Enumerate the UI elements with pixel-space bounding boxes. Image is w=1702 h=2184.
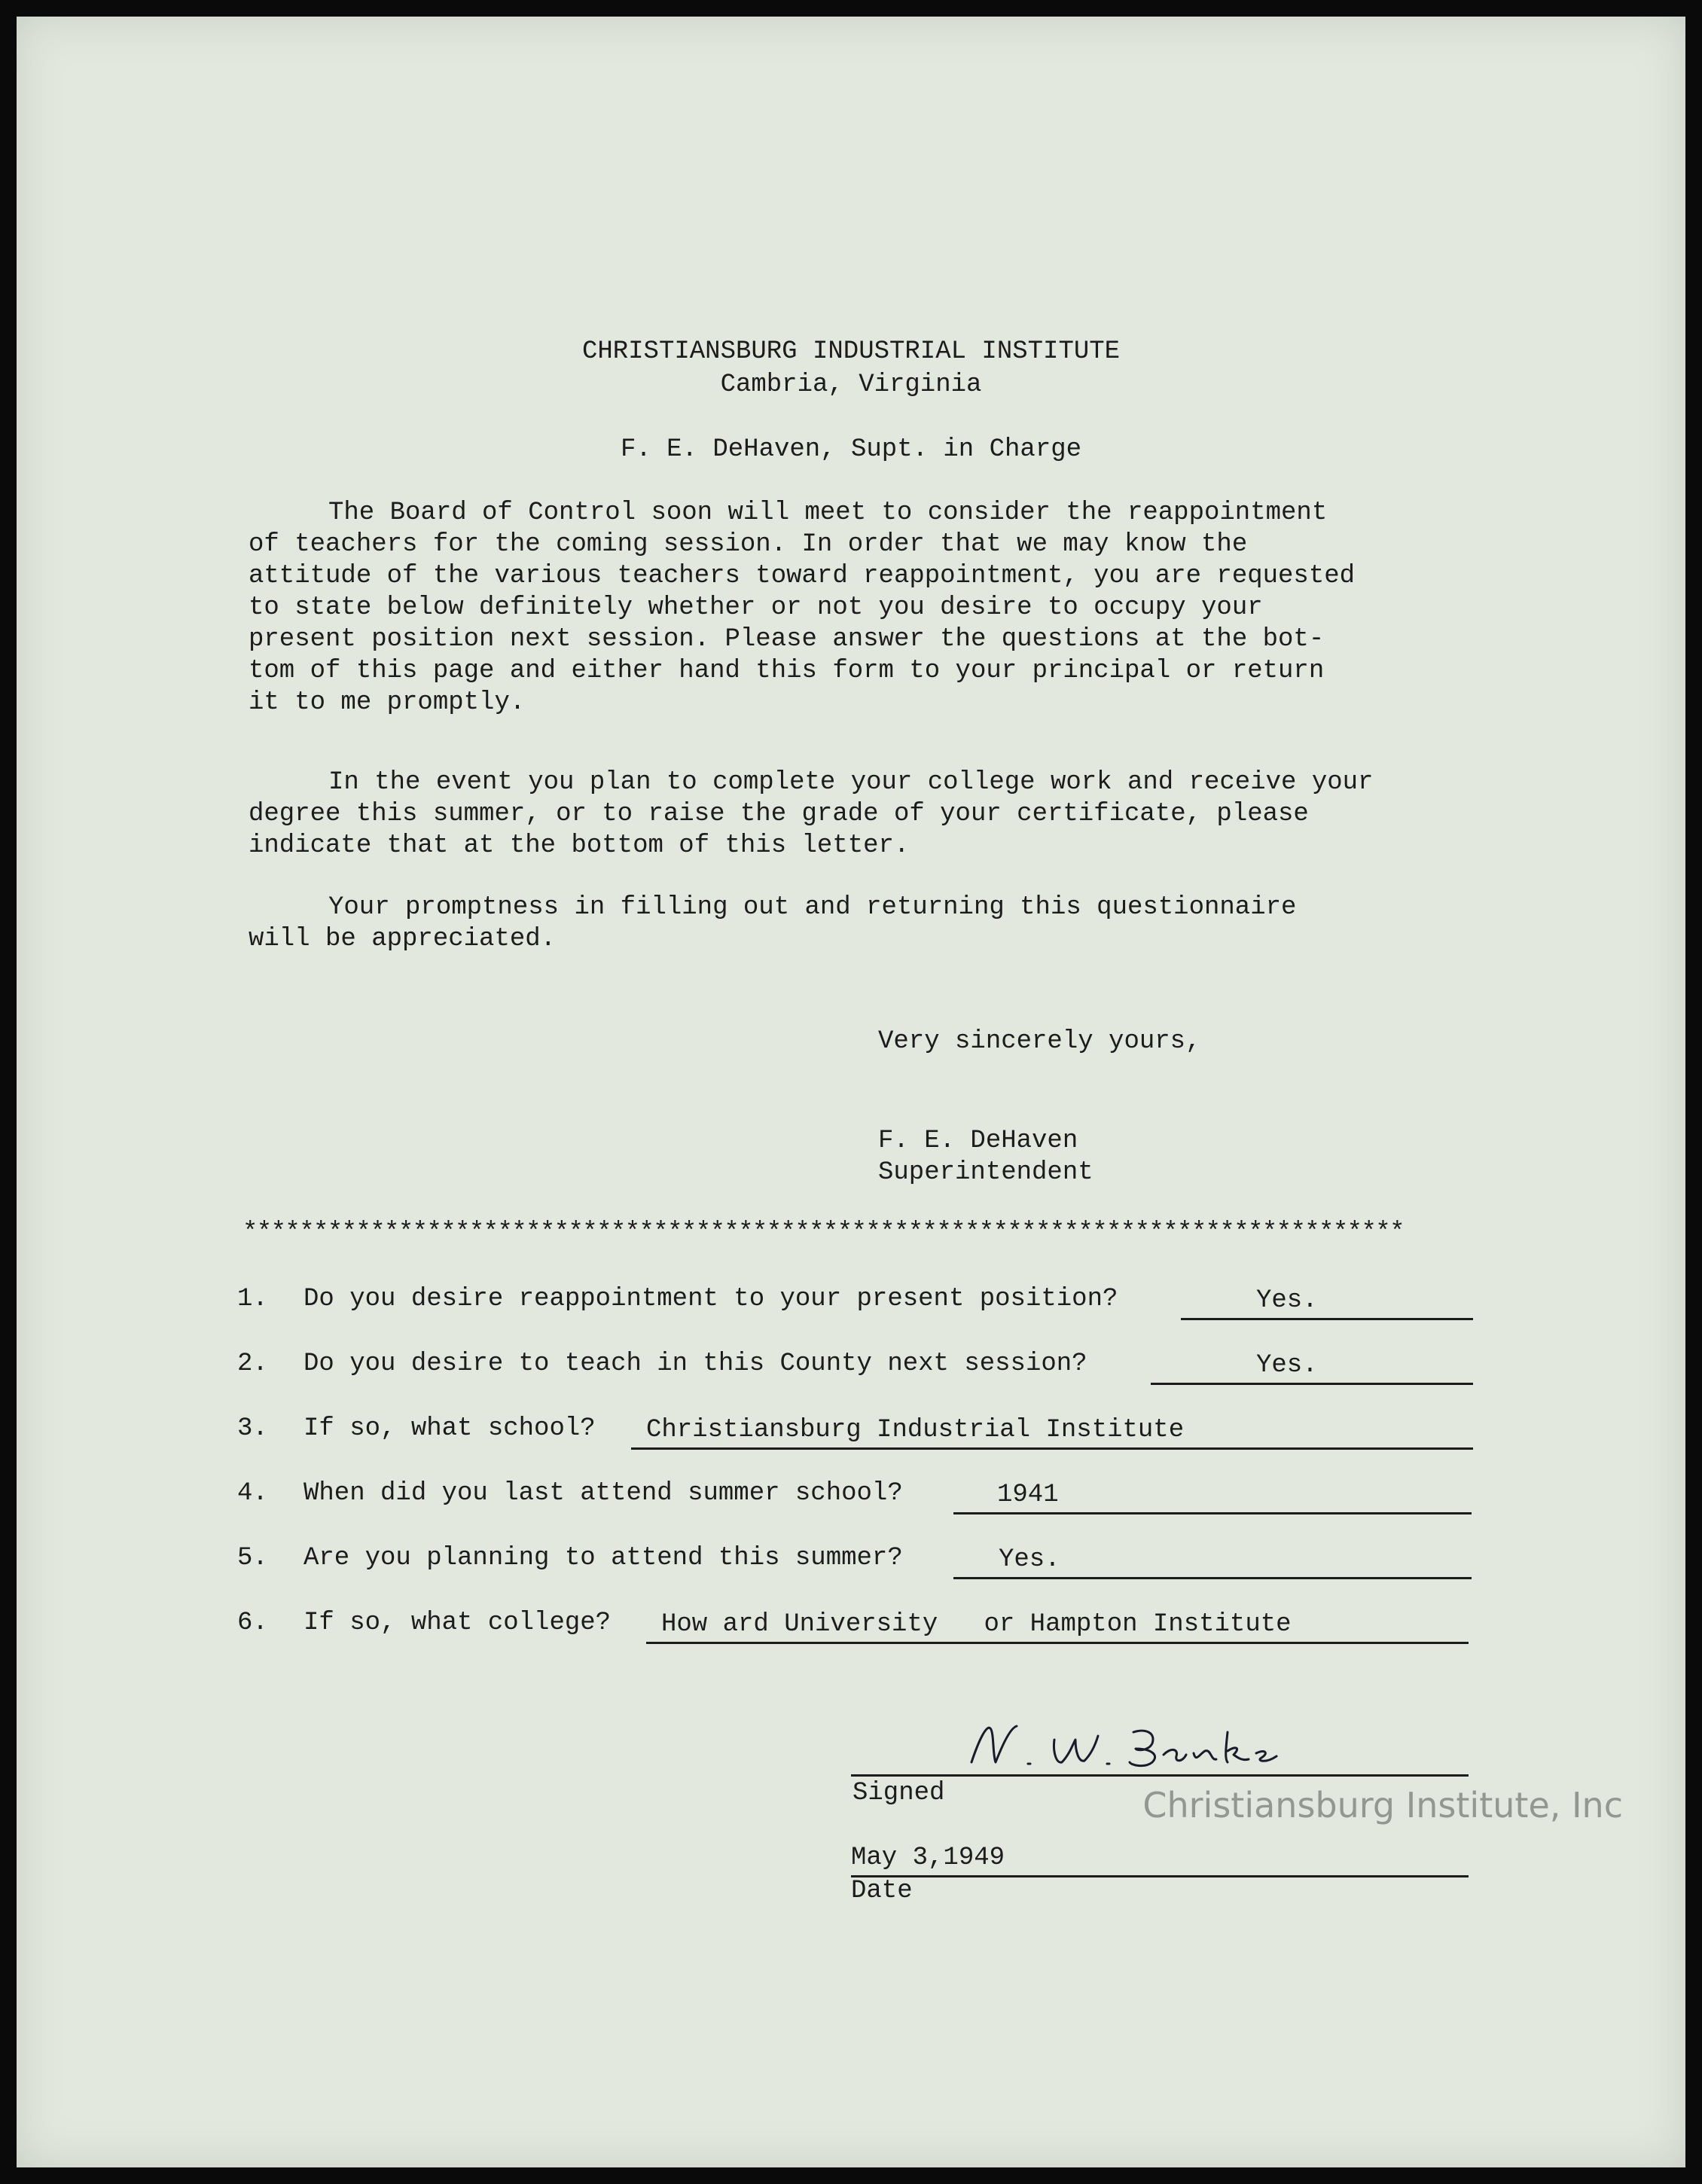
question-number: 2. [237,1350,268,1378]
paragraph-2 [249,767,1453,862]
answer-6-field[interactable] [646,1612,1469,1644]
question-text: When did you last attend summer school? [303,1479,903,1508]
question-number: 3. [237,1414,268,1443]
question-text: If so, what school? [303,1414,596,1443]
paragraph-line: will be appreciated. [249,925,557,953]
answer-value: Yes. [1256,1286,1318,1315]
question-text: Do you desire to teach in this County next session? [303,1350,1087,1378]
answer-value: Yes. [999,1545,1060,1574]
question-number: 4. [237,1479,268,1508]
question-number: 5. [237,1544,268,1572]
asterisk-separator: ********************************************************************************** [242,1219,1404,1247]
paragraph-line: it to me promptly. [249,688,526,717]
closing-salutation: Very sincerely yours, [878,1027,1201,1056]
answer-4-field[interactable] [953,1482,1472,1514]
answer-3-field[interactable] [631,1417,1473,1450]
signature-line[interactable] [851,1741,1469,1777]
paragraph-line: to state below definitely whether or not you desire to occupy your [249,593,1263,622]
signed-label: Signed [853,1779,945,1807]
paragraph-line: degree this summer, or to raise the grade of your certificate, please [249,800,1309,828]
answer-value: Christiansburg Industrial Institute [646,1416,1185,1444]
institution-name: CHRISTIANSBURG INDUSTRIAL INSTITUTE [581,337,1121,366]
paragraph-line: indicate that at the bottom of this letter. [249,831,910,860]
answer-value: How ard University or Hampton Institute [661,1610,1292,1639]
answer-value: Yes. [1256,1351,1318,1380]
date-line[interactable] [851,1842,1469,1877]
paragraph-line: attitude of the various teachers toward reappointment, you are requested [249,562,1356,590]
question-number: 1. [237,1285,268,1313]
paragraph-line: The Board of Control soon will meet to consider the reappointment [328,499,1328,527]
question-text: If so, what college? [303,1609,612,1637]
date-label: Date [851,1877,913,1905]
paragraph-3 [249,892,1453,955]
paragraph-line: In the event you plan to complete your college work and receive your [328,768,1374,797]
paragraph-line: Your promptness in filling out and returning this questionnaire [328,893,1297,922]
question-text: Do you desire reappointment to your present position? [303,1285,1118,1313]
closing-title: Superintendent [878,1158,1093,1187]
watermark: Christiansburg Institute, Inc [1142,1785,1623,1826]
answer-5-field[interactable] [953,1547,1472,1579]
question-text: Are you planning to attend this summer? [303,1544,903,1572]
answer-value: 1941 [997,1481,1059,1509]
paragraph-line: tom of this page and either hand this form to your principal or return [249,657,1325,685]
paragraph-1 [249,497,1453,718]
closing-name: F. E. DeHaven [878,1127,1078,1155]
superintendent-in-charge: F. E. DeHaven, Supt. in Charge [620,435,1082,464]
paragraph-line: present position next session. Please answer the questions at the bot- [249,625,1325,654]
date-value: May 3,1949 [851,1844,1005,1872]
paragraph-line: of teachers for the coming session. In order that we may know the [249,530,1248,559]
answer-1-field[interactable] [1181,1288,1473,1320]
question-number: 6. [237,1609,268,1637]
institution-location: Cambria, Virginia [720,371,982,399]
answer-2-field[interactable] [1151,1353,1473,1385]
